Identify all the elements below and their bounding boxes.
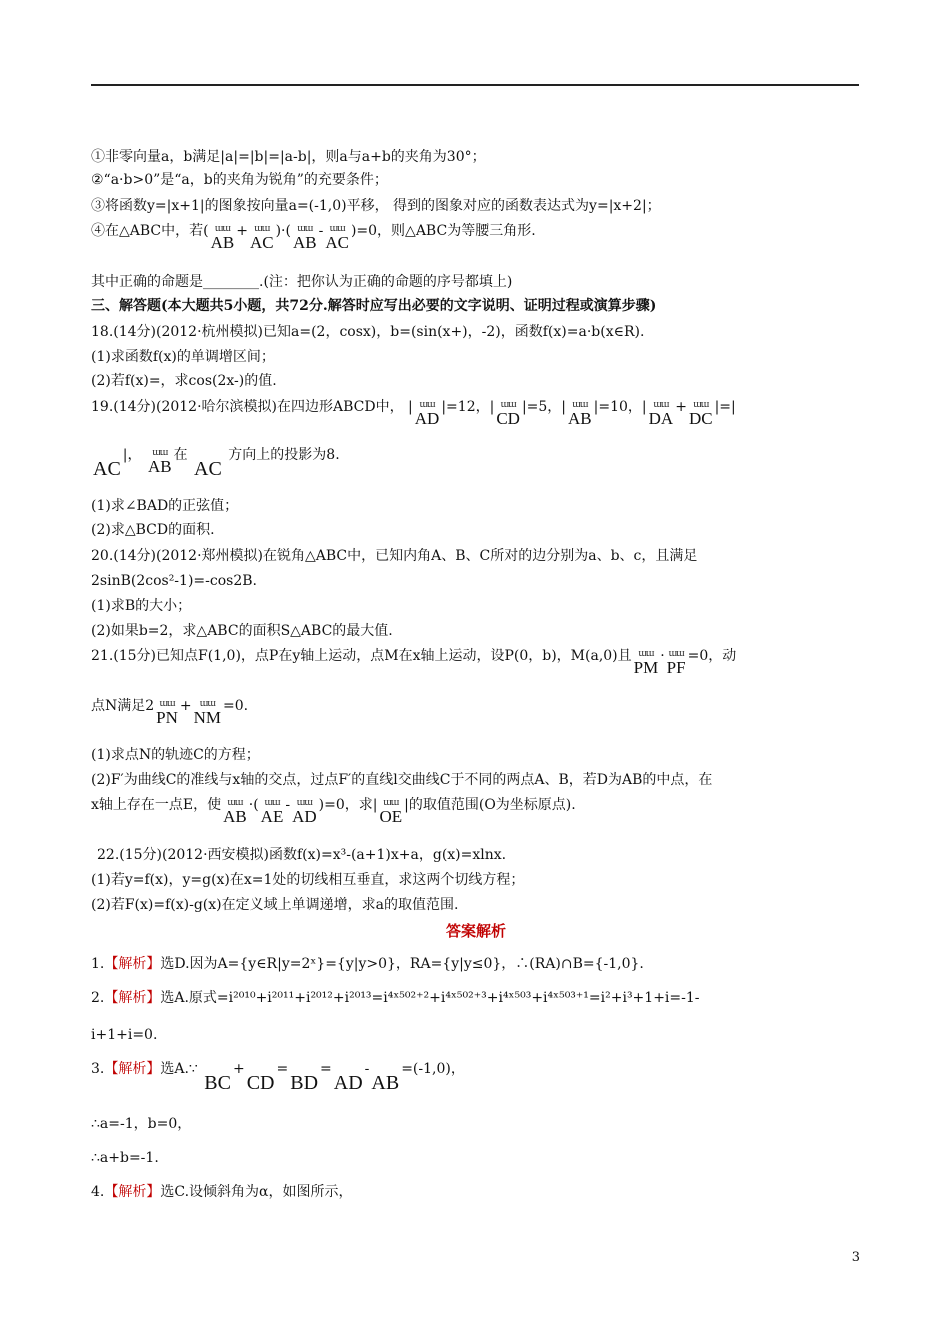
answer-1: 1.【解析】选D.因为A={y∈R|y=2ˣ}={y|y>0}，RA={y|y≤0}，∴(RA)∩B={-1,0}. (91, 956, 644, 972)
vector-ab: ɯɯ AB (568, 398, 592, 428)
vector-pm: ɯɯ PM (633, 647, 659, 677)
q20-stem: 20.(14分)(2012·郑州模拟)在锐角△ABC中，已知内角A、B、C所对的边分别为a、b、c，且满足 (91, 548, 698, 564)
answer-2-cont: i+1+i=0. (91, 1027, 158, 1043)
q20-stem-cont: 2sinB(2cos²-1)=-cos2B. (91, 573, 257, 589)
vector-ab: AB (371, 1072, 400, 1094)
analysis-tag: 【解析】 (104, 990, 161, 1006)
vector-ac: ɯɯ AC (249, 222, 274, 252)
proposition-2: ②“a·b>0”是“a，b的夹角为锐角”的充要条件； (91, 172, 388, 188)
q18-part1: (1)求函数f(x)的单调增区间； (91, 349, 275, 365)
q20-part1: (1)求B的大小； (91, 598, 192, 614)
vector-bc: BC (204, 1072, 231, 1094)
vector-ab: ɯɯ AB (210, 222, 235, 252)
answers-heading: 答案解析 (445, 922, 506, 940)
vector-ab: ɯɯ AB (147, 446, 172, 476)
proposition-4: ④在△ABC中，若( ɯɯ AB + ɯɯ AC )·( ɯɯ AB - ɯɯ AC )=0，则△ABC为等腰三角形. (91, 222, 536, 252)
vector-ab: ɯɯ AB (292, 222, 317, 252)
q21-stem-cont: 点N满足2 ɯɯ PN + ɯɯ NM =0. (91, 697, 249, 727)
vector-ae: ɯɯ AE (260, 796, 284, 826)
analysis-tag: 【解析】 (104, 1184, 161, 1200)
vector-ad: ɯɯ AD (292, 796, 317, 826)
q22-part1: (1)若y=f(x)，y=g(x)在x=1处的切线相互垂直，求这两个切线方程； (91, 872, 525, 888)
q18-part2: (2)若f(x)=，求cos(2x-)的值. (91, 373, 277, 389)
proposition-1: ①非零向量a，b满足|a|=|b|=|a-b|，则a与a+b的夹角为30°； (91, 149, 486, 165)
q21-part1: (1)求点N的轨迹C的方程； (91, 747, 260, 763)
vector-cd: ɯɯ CD (496, 398, 520, 428)
analysis-tag: 【解析】 (104, 956, 161, 972)
vector-da: ɯɯ DA (648, 398, 674, 428)
header-rule (91, 84, 859, 86)
q22-part2: (2)若F(x)=f(x)-g(x)在定义域上单调递增，求a的取值范围. (91, 897, 459, 913)
answer-2: 2.【解析】选A.原式=i²⁰¹⁰+i²⁰¹¹+i²⁰¹²+i²⁰¹³=i⁴ˣ⁵⁰²⁺²+i⁴ˣ⁵⁰²⁺³+i⁴ˣ⁵⁰³+i⁴ˣ⁵⁰³⁺¹=i²+i³+1+i=-1- (91, 990, 700, 1006)
page-number: 3 (851, 1250, 860, 1265)
vector-ac: ɯɯ AC (325, 222, 349, 252)
vector-cd: CD (246, 1072, 275, 1094)
q19-part2: (2)求△BCD的面积. (91, 522, 215, 538)
answer-3-line3: ∴a+b=-1. (91, 1150, 159, 1166)
q21-part2: (2)F′为曲线C的准线与x轴的交点，过点F′的直线l交曲线C于不同的两点A、B，若D为AB的中点，在 (91, 772, 713, 788)
fill-blank-prompt: 其中正确的命题是________.(注：把你认为正确的命题的序号都填上) (91, 274, 513, 290)
proposition-3: ③将函数y=|x+1|的图象按向量a=(-1,0)平移， 得到的图象对应的函数表达式为y=|x+2|； (91, 198, 661, 214)
analysis-tag: 【解析】 (104, 1061, 161, 1077)
q19-stem-cont: AC |， ɯɯ AB 在 AC 方向上的投影为8. (93, 446, 340, 480)
q21-part2-cont: x轴上存在一点E，使 ɯɯ AB ·( ɯɯ AE - ɯɯ AD )=0，求| ɯɯ OE |的取值范围(O为坐标原点). (91, 796, 576, 826)
vector-ac: AC (93, 458, 121, 480)
q22-stem: 22.(15分)(2012·西安模拟)函数f(x)=x³-(a+1)x+a，g(x)=xlnx. (97, 847, 507, 863)
q19-stem: 19.(14分)(2012·哈尔滨模拟)在四边形ABCD中， | ɯɯ AD |=12，| ɯɯ CD |=5，| ɯɯ AB |=10，| ɯɯ DA + ɯɯ DC |=| (91, 398, 736, 428)
vector-bd: BD (290, 1072, 319, 1094)
q19-part1: (1)求∠BAD的正弦值； (91, 498, 239, 514)
q20-part2: (2)如果b=2，求△ABC的面积S△ABC的最大值. (91, 623, 393, 639)
vector-ad: ɯɯ AD (414, 398, 440, 428)
vector-nm: ɯɯ NM (193, 697, 222, 727)
text-fragment: ④在△ABC中，若( (91, 223, 209, 239)
vector-ad: AD (333, 1072, 363, 1094)
answer-3-line2: ∴a=-1，b=0， (91, 1116, 192, 1132)
q21-stem: 21.(15分)已知点F(1,0)，点P在y轴上运动，点M在x轴上运动，设P(0，b)，M(a,0)且 ɯɯ PM · ɯɯ PF =0，动 (91, 647, 737, 677)
answer-4: 4.【解析】选C.设倾斜角为α，如图所示， (91, 1184, 353, 1200)
vector-dc: ɯɯ DC (688, 398, 713, 428)
vector-oe: ɯɯ OE (379, 796, 403, 826)
answer-3: 3.【解析】选A.∵ BC + CD = BD = AD - AB =(-1,0)， (91, 1061, 465, 1094)
vector-pf: ɯɯ PF (666, 647, 686, 677)
q18-stem: 18.(14分)(2012·杭州模拟)已知a=(2，cosx)，b=(sin(x+)，-2)，函数f(x)=a·b(x∈R). (91, 324, 645, 340)
vector-pn: ɯɯ PN (156, 697, 178, 727)
section-heading: 三、解答题(本大题共5小题，共72分.解答时应写出必要的文字说明、证明过程或演算步骤) (91, 298, 657, 314)
vector-ab: ɯɯ AB (223, 796, 247, 826)
vector-ac: AC (194, 458, 222, 480)
